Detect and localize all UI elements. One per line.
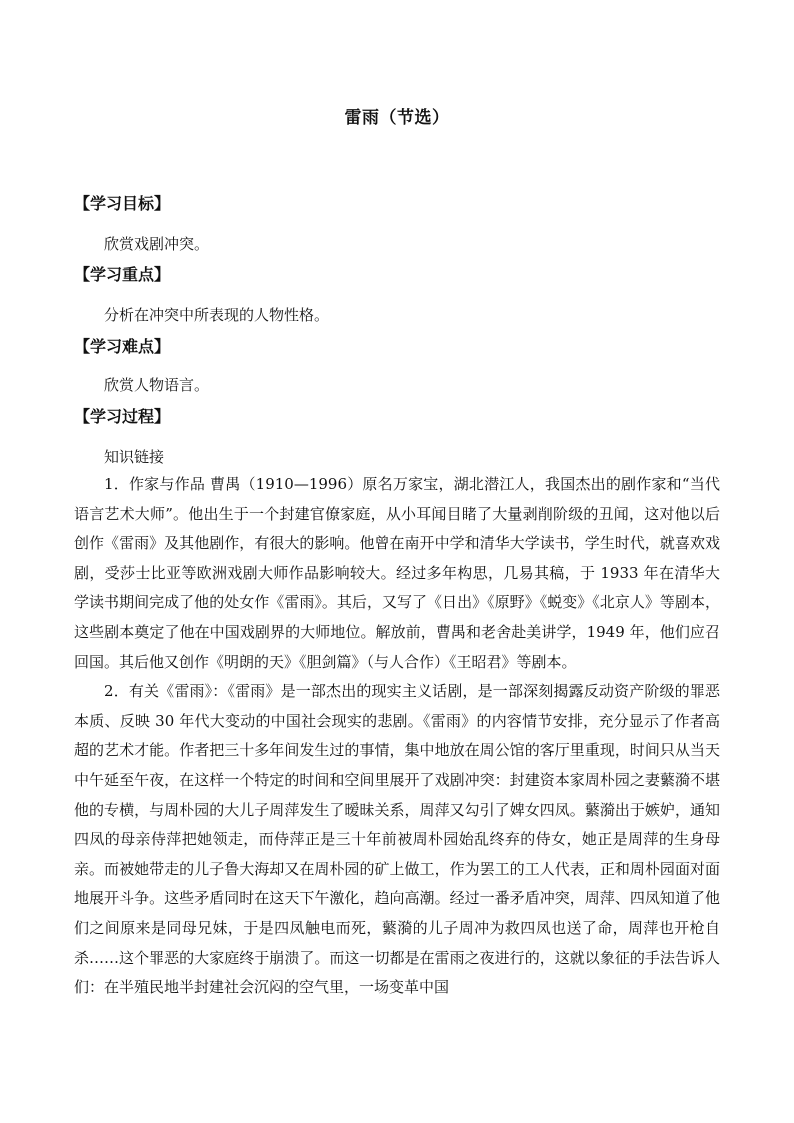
document-title: 雷雨（节选）	[344, 108, 450, 128]
section-heading-process: 【学习过程】	[74, 407, 171, 426]
section-heading-difficulty: 【学习难点】	[74, 337, 171, 356]
body-text	[74, 470, 720, 1003]
paragraph-author: 1．作家与作品 曹禺（1910—1996）原名万家宝，湖北潜江人，我国杰出的剧作家和“当代语言艺术大师”。他出生于一个封建官僚家庭，从小耳闻目睹了大量剥削阶级的丑闻，这对他以后创作《雷雨》及其他剧作，有很大的影响。他曾在南开中学和清华大学读书，学生时代，就喜欢戏剧，受莎士比亚等欧洲戏剧大师作品影响较大。经过多年构思，几易其稿，于 1933 年在清华大学读书期间完成了他的处女作《雷雨》。其后，又写了《日出》《原野》《蜕变》《北京人》等剧本，这些剧本奠定了他在中国戏剧界的大师地位。解放前，曹禺和老舍赴美讲学，1949 年，他们应召回国。其后他又创作《明朗的天》《胆剑篇》（与人合作）《王昭君》等剧本。	[74, 475, 720, 671]
knowledge-link-label: 知识链接	[104, 448, 165, 466]
section-text-difficulty: 欣赏人物语言。	[104, 376, 210, 394]
section-text-focus: 分析在冲突中所表现的人物性格。	[104, 306, 330, 324]
section-text-goal: 欣赏戏剧冲突。	[104, 235, 210, 253]
section-heading-goal: 【学习目标】	[74, 194, 171, 213]
section-heading-focus: 【学习重点】	[74, 265, 171, 284]
paragraph-thunderstorm: 2．有关《雷雨》：《雷雨》是一部杰出的现实主义话剧，是一部深刻揭露反动资产阶级的罪恶本质、反映 30 年代大变动的中国社会现实的悲剧。《雷雨》的内容情节安排，充分显示了作者高超的艺术才能。作者把三十多年间发生过的事情，集中地放在周公馆的客厅里重现，时间只从当天中午延至午夜，在这样一个特定的时间和空间里展开了戏剧冲突：封建资本家周朴园之妻蘩漪不堪他的专横，与周朴园的大儿子周萍发生了暧昧关系，周萍又勾引了婢女四凤。蘩漪出于嫉妒，通知四凤的母亲侍萍把她领走，而侍萍正是三十年前被周朴园始乱终弃的侍女，她正是周萍的生身母亲。而被她带走的儿子鲁大海却又在周朴园的矿上做工，作为罢工的工人代表，正和周朴园面对面地展开斗争。这些矛盾同时在这天下午激化，趋向高潮。经过一番矛盾冲突，周萍、四凤知道了他们之间原来是同母兄妹，于是四凤触电而死，蘩漪的儿子周冲为救四凤也送了命，周萍也开枪自杀……这个罪恶的大家庭终于崩溃了。而这一切都是在雷雨之夜进行的，这就以象征的手法告诉人们：在半殖民地半封建社会沉闷的空气里，一场变革中国	[74, 682, 720, 997]
